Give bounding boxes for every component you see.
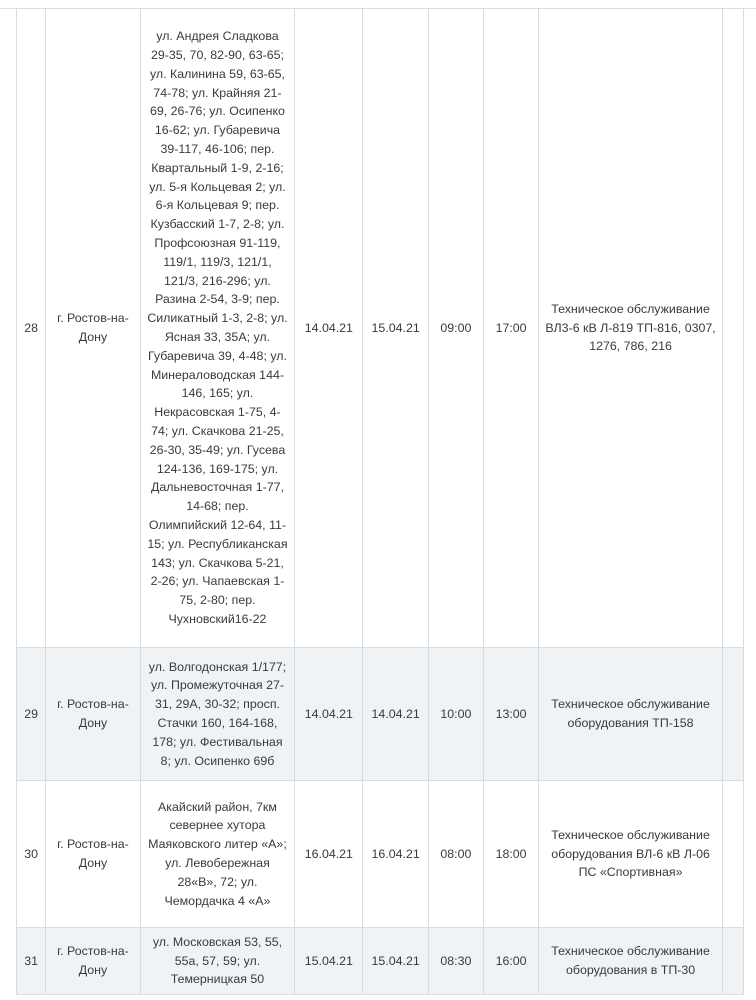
table-row	[17, 648, 744, 781]
row-number: 30	[17, 781, 46, 928]
row-number: 31	[17, 928, 46, 995]
extra-column-cell	[722, 648, 743, 781]
row-number: 29	[17, 648, 46, 781]
description-cell: Техническое обслуживание оборудования в ТП-30	[539, 928, 722, 995]
city-cell: г. Ростов-на-Дону	[46, 648, 140, 781]
extra-column-cell	[722, 781, 743, 928]
description-cell: Техническое обслуживание ВЛ3-6 кВ Л-819 ТП-816, 0307, 1276, 786, 216	[539, 9, 722, 648]
row-number: 28	[17, 9, 46, 648]
city-cell: г. Ростов-на-Дону	[46, 781, 140, 928]
table-row	[17, 9, 744, 648]
description-cell: Техническое обслуживание оборудования ТП-158	[539, 648, 722, 781]
time-start-cell: 09:00	[429, 9, 484, 648]
time-end-cell: 17:00	[483, 9, 539, 648]
date-end-cell: 15.04.21	[363, 928, 429, 995]
city-cell: г. Ростов-на-Дону	[46, 9, 140, 648]
time-end-cell: 16:00	[483, 928, 539, 995]
date-end-cell: 14.04.21	[363, 648, 429, 781]
city-cell: г. Ростов-на-Дону	[46, 928, 140, 995]
table-row	[17, 928, 744, 995]
date-end-cell: 16.04.21	[363, 781, 429, 928]
table-row	[17, 781, 744, 928]
outage-table	[16, 8, 744, 995]
date-start-cell: 14.04.21	[295, 648, 363, 781]
time-start-cell: 08:30	[429, 928, 484, 995]
extra-column-cell	[722, 9, 743, 648]
description-cell: Техническое обслуживание оборудования ВЛ-6 кВ Л-06 ПС «Спортивная»	[539, 781, 722, 928]
addresses-cell: ул. Московская 53, 55, 55а, 57, 59; ул. Темерницкая 50	[140, 928, 295, 995]
addresses-cell: Акайский район, 7км севернее хутора Маяковского литер «А»; ул. Левобережная 28«В», 72; ул. Чемордачка 4 «А»	[140, 781, 295, 928]
extra-column-cell	[722, 928, 743, 995]
time-start-cell: 10:00	[429, 648, 484, 781]
time-end-cell: 13:00	[483, 648, 539, 781]
addresses-cell: ул. Андрея Сладкова 29-35, 70, 82-90, 63-65; ул. Калинина 59, 63-65, 74-78; ул. Крайняя 21-69, 26-76; ул. Осипенко 16-62; ул. Губаревича 39-117, 46-106; пер. Квартальный 1-9, 2-16; ул. 5-я Кольцевая 2; ул. 6-я Кольцевая 9; пер. Кузбасский 1-7, 2-8; ул. Профсоюзная 91-119, 119/1, 119/3, 121/1, 121/3, 216-296; ул. Разина 2-54, 3-9; пер. Силикатный 1-3, 2-8; ул. Ясная 33, 35А; ул. Губаревича 39, 4-48; ул. Минераловодская 144-146, 165; ул. Некрасовская 1-75, 4-74; ул. Скачкова 21-25, 26-30, 35-49; ул. Гусева 124-136, 169-175; ул. Дальневосточная 1-77, 14-68; пер. Олимпийский 12-64, 11-15; ул. Республиканская 143; ул. Скачкова 5-21, 2-26; ул. Чапаевская 1-75, 2-80; пер. Чухновский16-22	[140, 9, 295, 648]
addresses-cell: ул. Волгодонская 1/177; ул. Промежуточная 27-31, 29А, 30-32; просп. Стачки 160, 164-168, 178; ул. Фестивальная 8; ул. Осипенко 69б	[140, 648, 295, 781]
date-start-cell: 15.04.21	[295, 928, 363, 995]
date-start-cell: 14.04.21	[295, 9, 363, 648]
date-end-cell: 15.04.21	[363, 9, 429, 648]
date-start-cell: 16.04.21	[295, 781, 363, 928]
time-end-cell: 18:00	[483, 781, 539, 928]
time-start-cell: 08:00	[429, 781, 484, 928]
